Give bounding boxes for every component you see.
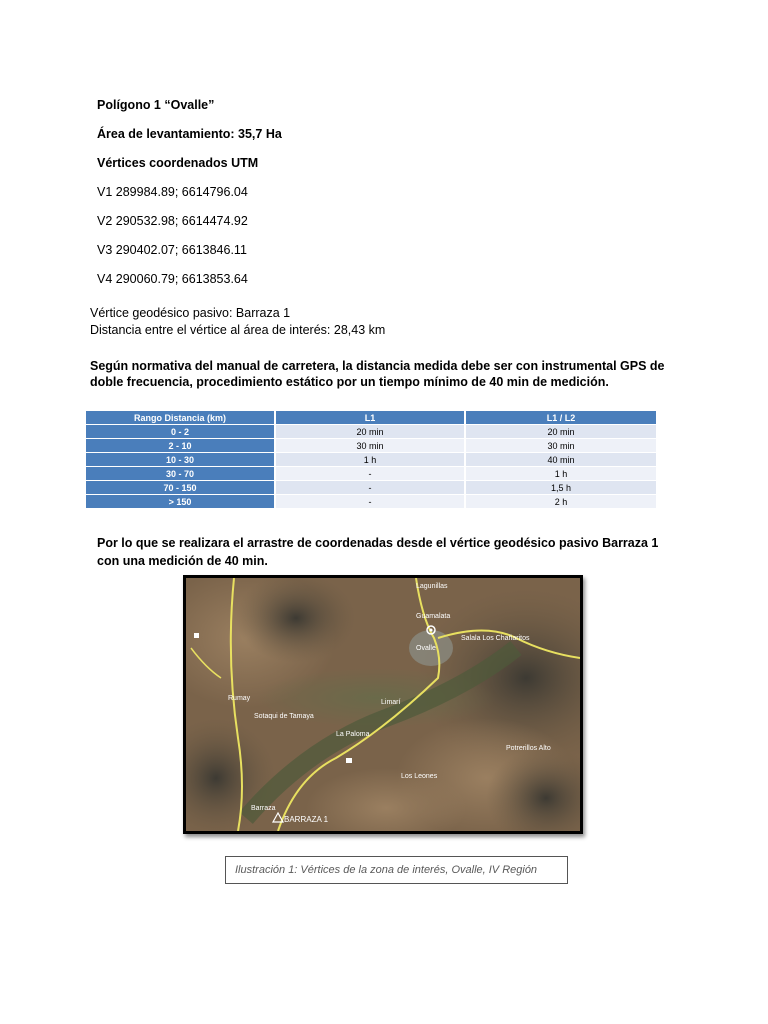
figure-caption [225, 856, 568, 884]
map-label: Lagunillas [416, 583, 448, 590]
map-label: Limarí [381, 699, 401, 706]
table-row [86, 453, 656, 467]
location-pin-dot-icon [430, 629, 433, 632]
range-cell: 10 - 30 [86, 453, 275, 467]
map-label: Salala Los Chañaritos [461, 635, 530, 642]
table-row [86, 467, 656, 481]
range-cell: 30 - 70 [86, 467, 275, 481]
l1-l2-cell: 1,5 h [465, 481, 656, 495]
l1-cell: 30 min [275, 439, 465, 453]
conclusion-line-2: con una medición de 40 min. [97, 554, 268, 568]
map-label-vertex: BARRAZA 1 [284, 815, 329, 824]
satellite-map [183, 575, 583, 834]
vertex-v1: V1 289984.89; 6614796.04 [97, 185, 248, 199]
route-shield-icon [194, 633, 199, 638]
range-cell: 0 - 2 [86, 425, 275, 439]
header-range: Rango Distancia (km) [86, 411, 275, 425]
norm-paragraph: Según normativa del manual de carretera, la distancia medida debe ser con instrumental GPS de doble frecuencia, procedimiento estático por un tiempo mínimo de 40 min de medición. [90, 359, 665, 389]
l1-cell: - [275, 467, 465, 481]
geodesic-vertex: Vértice geodésico pasivo: Barraza 1 [90, 306, 291, 320]
vertex-v4: V4 290060.79; 6613853.64 [97, 272, 248, 286]
map-label: Ovalle [416, 645, 436, 652]
distance-range-table [86, 411, 656, 509]
table-header-row [86, 411, 656, 425]
geodesic-distance: Distancia entre el vértice al área de interés: 28,43 km [90, 323, 386, 337]
table-row [86, 481, 656, 495]
map-label: Los Leones [401, 773, 438, 780]
conclusion-line-1: Por lo que se realizara el arrastre de coordenadas desde el vértice geodésico pasivo Barraza 1 [97, 536, 659, 550]
table-row [86, 495, 656, 509]
l1-l2-cell: 20 min [465, 425, 656, 439]
range-cell: > 150 [86, 495, 275, 509]
vertex-v3: V3 290402.07; 6613846.11 [97, 243, 247, 257]
vertices-heading: Vértices coordenados UTM [97, 156, 259, 170]
map-label: Barraza [251, 805, 276, 812]
l1-cell: - [275, 481, 465, 495]
range-cell: 2 - 10 [86, 439, 275, 453]
map-label: Guamalata [416, 613, 451, 620]
table-row [86, 425, 656, 439]
caption-text: Ilustración 1: Vértices de la zona de interés, Ovalle, IV Región [235, 864, 538, 876]
route-shield-icon [346, 758, 352, 763]
vertex-v2: V2 290532.98; 6614474.92 [97, 214, 248, 228]
range-cell: 70 - 150 [86, 481, 275, 495]
polygon-title: Polígono 1 “Ovalle” [97, 98, 215, 112]
survey-area [97, 126, 282, 142]
l1-l2-cell: 2 h [465, 495, 656, 509]
map-image [186, 578, 580, 831]
header-l1: L1 [275, 411, 465, 425]
map-label: Rumay [228, 695, 251, 702]
header-l1-l2: L1 / L2 [465, 411, 656, 425]
l1-l2-cell: 30 min [465, 439, 656, 453]
l1-l2-cell: 40 min [465, 453, 656, 467]
l1-cell: 20 min [275, 425, 465, 439]
area-text: Área de levantamiento: 35,7 Ha [97, 127, 282, 141]
map-label: La Paloma [336, 731, 370, 738]
map-label: Potrerillos Alto [506, 745, 551, 752]
table-row [86, 439, 656, 453]
l1-cell: 1 h [275, 453, 465, 467]
map-label: Sotaqui de Tamaya [254, 713, 314, 720]
l1-cell: - [275, 495, 465, 509]
l1-l2-cell: 1 h [465, 467, 656, 481]
